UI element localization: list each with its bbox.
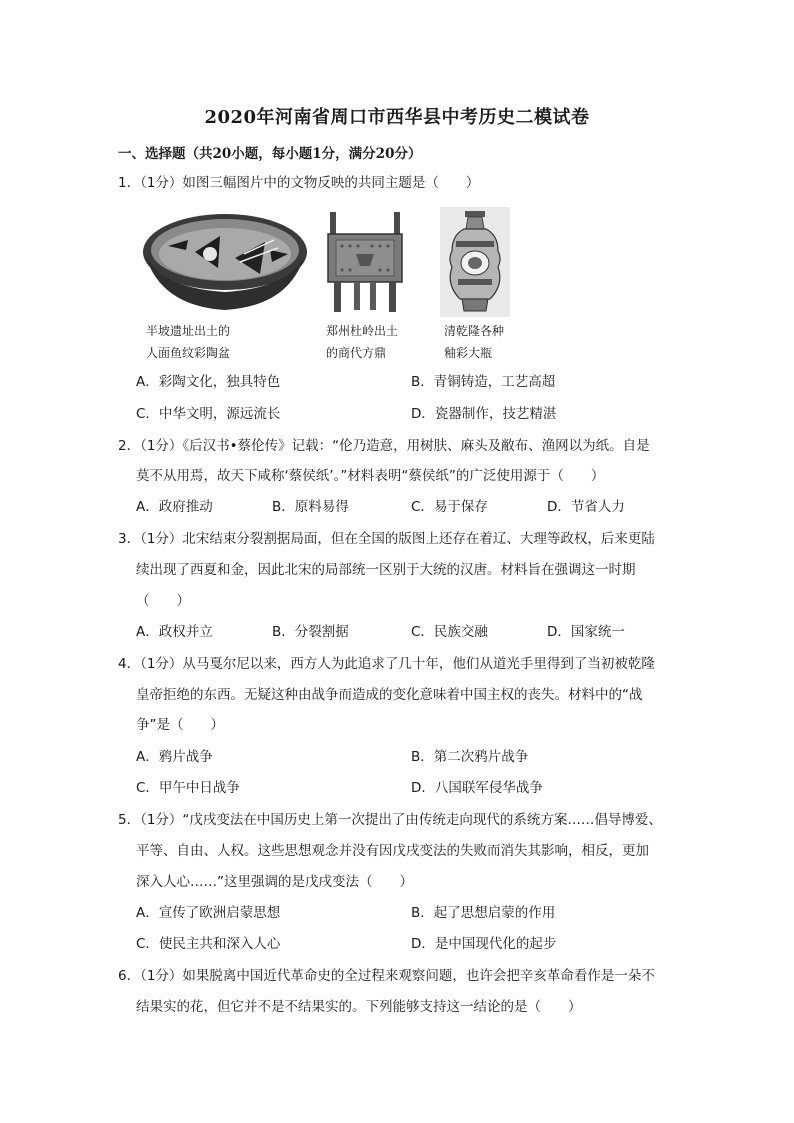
question-6-line-2: 结果实的花，但它并不是不结果实的。下列能够支持这一结论的是（ ）	[136, 999, 582, 1015]
question-1-stem: 1．（1分）如图三幅图片中的文物反映的共同主题是（ ）	[118, 175, 480, 191]
q4-option-b[interactable]: B．第二次鸦片战争	[411, 749, 529, 765]
q3-option-c[interactable]: C．民族交融	[411, 624, 488, 640]
painted-pottery-basin-icon	[140, 210, 310, 320]
q1-option-a[interactable]: A．彩陶文化，独具特色	[136, 374, 281, 390]
q5-option-a[interactable]: A．宣传了欧洲启蒙思想	[136, 905, 281, 921]
question-4-line-2: 皇帝拒绝的东西。无疑这种由战争而造成的变化意味着中国主权的丧失。材料中的“战	[136, 687, 643, 703]
q3-option-d[interactable]: D．国家统一	[547, 624, 625, 640]
question-2-line-1: 2．（1分）《后汉书•蔡伦传》记载：“伦乃造意，用树肤、麻头及敝布、渔网以为纸。自是	[118, 438, 650, 454]
q4-option-d[interactable]: D．八国联军侵华战争	[411, 780, 543, 796]
figure-2-caption-line-2: 的商代方鼎	[326, 346, 387, 360]
question-3-line-3: （ ）	[136, 593, 190, 609]
section-heading: 一、选择题（共20小题，每小题1分，满分20分）	[118, 146, 422, 162]
q5-option-d[interactable]: D．是中国现代化的起步	[411, 936, 557, 952]
page-title: 2020年河南省周口市西华县中考历史二模试卷	[204, 107, 590, 128]
figure-1-caption-line-1: 半坡遗址出土的	[146, 324, 231, 338]
q1-option-c[interactable]: C．中华文明，源远流长	[136, 406, 281, 422]
q3-option-a[interactable]: A．政权并立	[136, 624, 213, 640]
q5-option-b[interactable]: B．起了思想启蒙的作用	[411, 905, 556, 921]
q4-option-c[interactable]: C．甲午中日战争	[136, 780, 240, 796]
figure-2-caption-line-1: 郑州杜岭出土	[326, 324, 399, 338]
question-3-line-2: 续出现了西夏和金，因此北宋的局部统一区别于大统的汉唐。材料旨在强调这一时期	[136, 562, 636, 578]
question-5-line-1: 5．（1分）“戊戌变法在中国历史上第一次提出了由传统走向现代的系统方案……倡导博爱、	[118, 812, 662, 828]
question-3-line-1: 3．（1分）北宋结束分裂割据局面，但在全国的版图上还存在着辽、大理等政权，后来更陆	[118, 531, 655, 547]
question-4-line-1: 4．（1分）从马戛尔尼以来，西方人为此追求了几十年，他们从道光手里得到了当初被乾隆	[118, 656, 655, 672]
question-6-line-1: 6．（1分）如果脱离中国近代革命史的全过程来观察问题，也许会把辛亥革命看作是一朵不	[118, 968, 655, 984]
figure-3-caption-line-1: 清乾隆各种	[444, 324, 505, 338]
q2-option-d[interactable]: D．节省人力	[547, 499, 625, 515]
question-5-line-2: 平等、自由、人权。这些思想观念并没有因戊戌变法的失败而消失其影响，相反，更加	[136, 843, 649, 859]
q3-option-b[interactable]: B．分裂割据	[272, 624, 349, 640]
q4-option-a[interactable]: A．鸦片战争	[136, 749, 213, 765]
q1-option-d[interactable]: D．瓷器制作，技艺精湛	[411, 406, 557, 422]
figure-3-caption-line-2: 釉彩大瓶	[444, 346, 493, 360]
bronze-ding-icon	[322, 210, 408, 316]
question-2-line-2: 莫不从用焉，故天下咸称‘蔡侯纸’。”材料表明“蔡侯纸”的广泛使用源于（ ）	[136, 468, 605, 484]
q5-option-c[interactable]: C．使民主共和深入人心	[136, 936, 281, 952]
q2-option-a[interactable]: A．政府推动	[136, 499, 213, 515]
q2-option-b[interactable]: B．原料易得	[272, 499, 349, 515]
question-4-line-3: 争”是（ ）	[136, 717, 224, 733]
porcelain-vase-icon	[440, 207, 510, 317]
q1-option-b[interactable]: B．青铜铸造，工艺高超	[411, 374, 556, 390]
q2-option-c[interactable]: C．易于保存	[411, 499, 488, 515]
figure-1-caption-line-2: 人面鱼纹彩陶盆	[146, 346, 231, 360]
question-5-line-3: 深入人心……”这里强调的是戊戌变法（ ）	[136, 874, 413, 890]
